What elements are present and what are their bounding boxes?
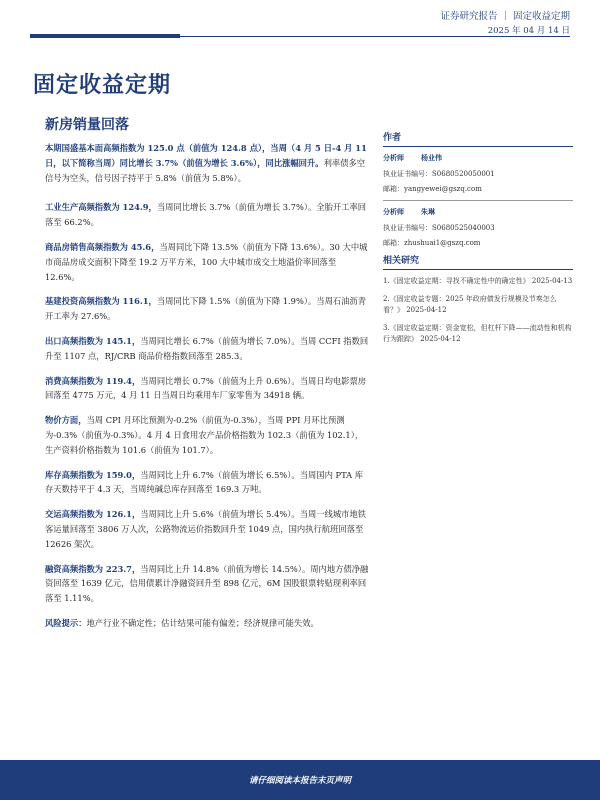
paragraph-text: 地产行业不确定性；估计结果可能有偏差；经济规律可能失效。 — [86, 617, 319, 628]
consumption-paragraph — [45, 374, 370, 404]
related-item[interactable]: 3.《固定收益定期：资金宽松，但杠杆下降——流动性和机构行为跟踪》 2025-04-12 — [383, 324, 572, 343]
author-name: 杨业伟 — [421, 153, 442, 162]
sidebar — [383, 133, 573, 352]
report-subtitle: 新房销量回落 — [45, 117, 129, 133]
paragraph-text: 当周同比下降 1.5%（前值为下降 1.9%）。当周石油沥青开工率为 27.6%。 — [45, 296, 367, 322]
infrastructure-paragraph — [45, 294, 370, 324]
paragraph-key: 融资高频指数为 223.7， — [45, 563, 141, 574]
paragraph-text: 当周 CPI 月环比预测为-0.2%（前值为-0.3%），当周 PPI 月环比预测为-0.3%（前值为-0.3%）。4 月 4 日食用农产品价格指数为 102.3（前值为 102.1），生产资料价格指数为 101.6（前值为 101.7）。 — [45, 415, 364, 455]
paragraph-key: 库存高频指数为 159.0， — [45, 469, 141, 480]
paragraph-text: 当周同比上升 14.8%（前值为增长 14.5%）。周内地方债净融资回落至 1639 亿元，信用债累计净融资回升至 898 亿元，6M 国股银票转贴现利率回落至 1.11%。 — [45, 563, 369, 604]
footer-bar — [0, 760, 600, 800]
summary-paragraph — [45, 141, 370, 185]
paragraph-text: 当周同比上升 5.6%（前值为增长 5.4%）。当周一线城市地铁客运量回落至 3806 万人次，公路物流运价指数回升至 1049 点，国内执行航班回落至 12626 架次。 — [45, 509, 367, 549]
price-paragraph — [45, 413, 370, 457]
inventory-paragraph — [45, 468, 370, 498]
author-role: 分析师 — [383, 153, 404, 162]
paragraph-text: 当周同比下降 13.5%（前值为下降 13.6%）。30 大中城市商品房成交面积下降至 19.2 万平方米，100 大中城市成交土地溢价率回落至 12.6%。 — [45, 241, 368, 282]
paragraph-key: 物价方面， — [45, 415, 87, 426]
author-divider — [383, 200, 573, 201]
industry-paragraph — [45, 200, 370, 230]
report-body — [45, 141, 370, 641]
authors-heading: 作者 — [383, 133, 573, 147]
export-paragraph — [45, 334, 370, 364]
financing-paragraph — [45, 562, 370, 606]
paragraph-key: 出口高频指数为 145.1， — [45, 335, 141, 346]
author-name: 朱琳 — [421, 206, 435, 216]
header-category: 证券研究报告 ｜ 固定收益定期 — [440, 11, 570, 22]
related-item[interactable]: 1.《固定收益定期：寻找不确定性中的确定性》 2025-04-13 — [383, 276, 573, 285]
related-item[interactable]: 2.《固定收益专题：2025 年政府债发行规模及节奏怎么看？》 2025-04-12 — [383, 295, 557, 314]
related-heading: 相关研究 — [383, 256, 573, 270]
author-role: 分析师 — [383, 206, 404, 216]
author-license: 执业证书编号：S0680525040003 — [383, 223, 495, 232]
author-email[interactable]: 邮箱：yangyewei@gszq.com — [383, 185, 482, 193]
header-accent-bar — [30, 34, 180, 38]
paragraph-text: 利率债多空信号为空头，信号因子持平于 5.8%（前值为 5.8%）。 — [45, 157, 366, 183]
header-date: 2025 年 04 月 14 日 — [487, 26, 570, 36]
risk-paragraph — [45, 616, 370, 631]
transport-paragraph — [45, 507, 370, 551]
author-license: 执业证书编号：S0680520050001 — [383, 170, 495, 178]
paragraph-key: 商品房销售高频指数为 45.6， — [45, 241, 160, 252]
paragraph-key: 消费高频指数为 119.4， — [45, 375, 141, 386]
footer-disclaimer: 请仔细阅读本报告末页声明 — [248, 776, 351, 786]
paragraph-key: 本期国盛基本面高频指数为 125.0 点（前值为 124.8 点），当周（4 月 5 日-4 月 11 日，以下简称当周）同比增长 3.7%（前值为增长 3.6%），同比涨幅回升。 — [45, 143, 367, 168]
paragraph-text: 当周同比增长 3.7%（前值为增长 3.7%）。全胎开工率回落至 66.2%。 — [45, 202, 367, 228]
author-email[interactable]: 邮箱：zhushuai1@gszq.com — [383, 238, 481, 247]
housing-paragraph — [45, 240, 370, 284]
author-block — [383, 153, 573, 194]
paragraph-text: 当周同比上升 6.7%（前值为增长 6.5%）。当周国内 PTA 库存天数持平于 4.3 天，当周纯碱总库存回落至 169.3 万吨。 — [45, 469, 364, 495]
paragraph-key: 风险提示： — [45, 617, 87, 628]
author-block — [383, 207, 573, 248]
paragraph-key: 交运高频指数为 126.1， — [45, 509, 141, 520]
report-title: 固定收益定期 — [33, 72, 172, 98]
paragraph-text: 当周同比增长 0.7%（前值为上升 0.6%）。当周日均电影票房回落至 4775 万元，4 月 11 日当周日均乘用车厂家零售为 34918 辆。 — [45, 375, 367, 401]
paragraph-key: 工业生产高频指数为 124.9， — [45, 202, 157, 213]
paragraph-text: 当周同比增长 6.7%（前值为增长 7.0%）。当周 CCFI 指数回升至 1107 点，RJ/CRB 商品价格指数回落至 285.3。 — [45, 335, 369, 361]
paragraph-key: 基建投资高频指数为 116.1， — [45, 296, 157, 307]
